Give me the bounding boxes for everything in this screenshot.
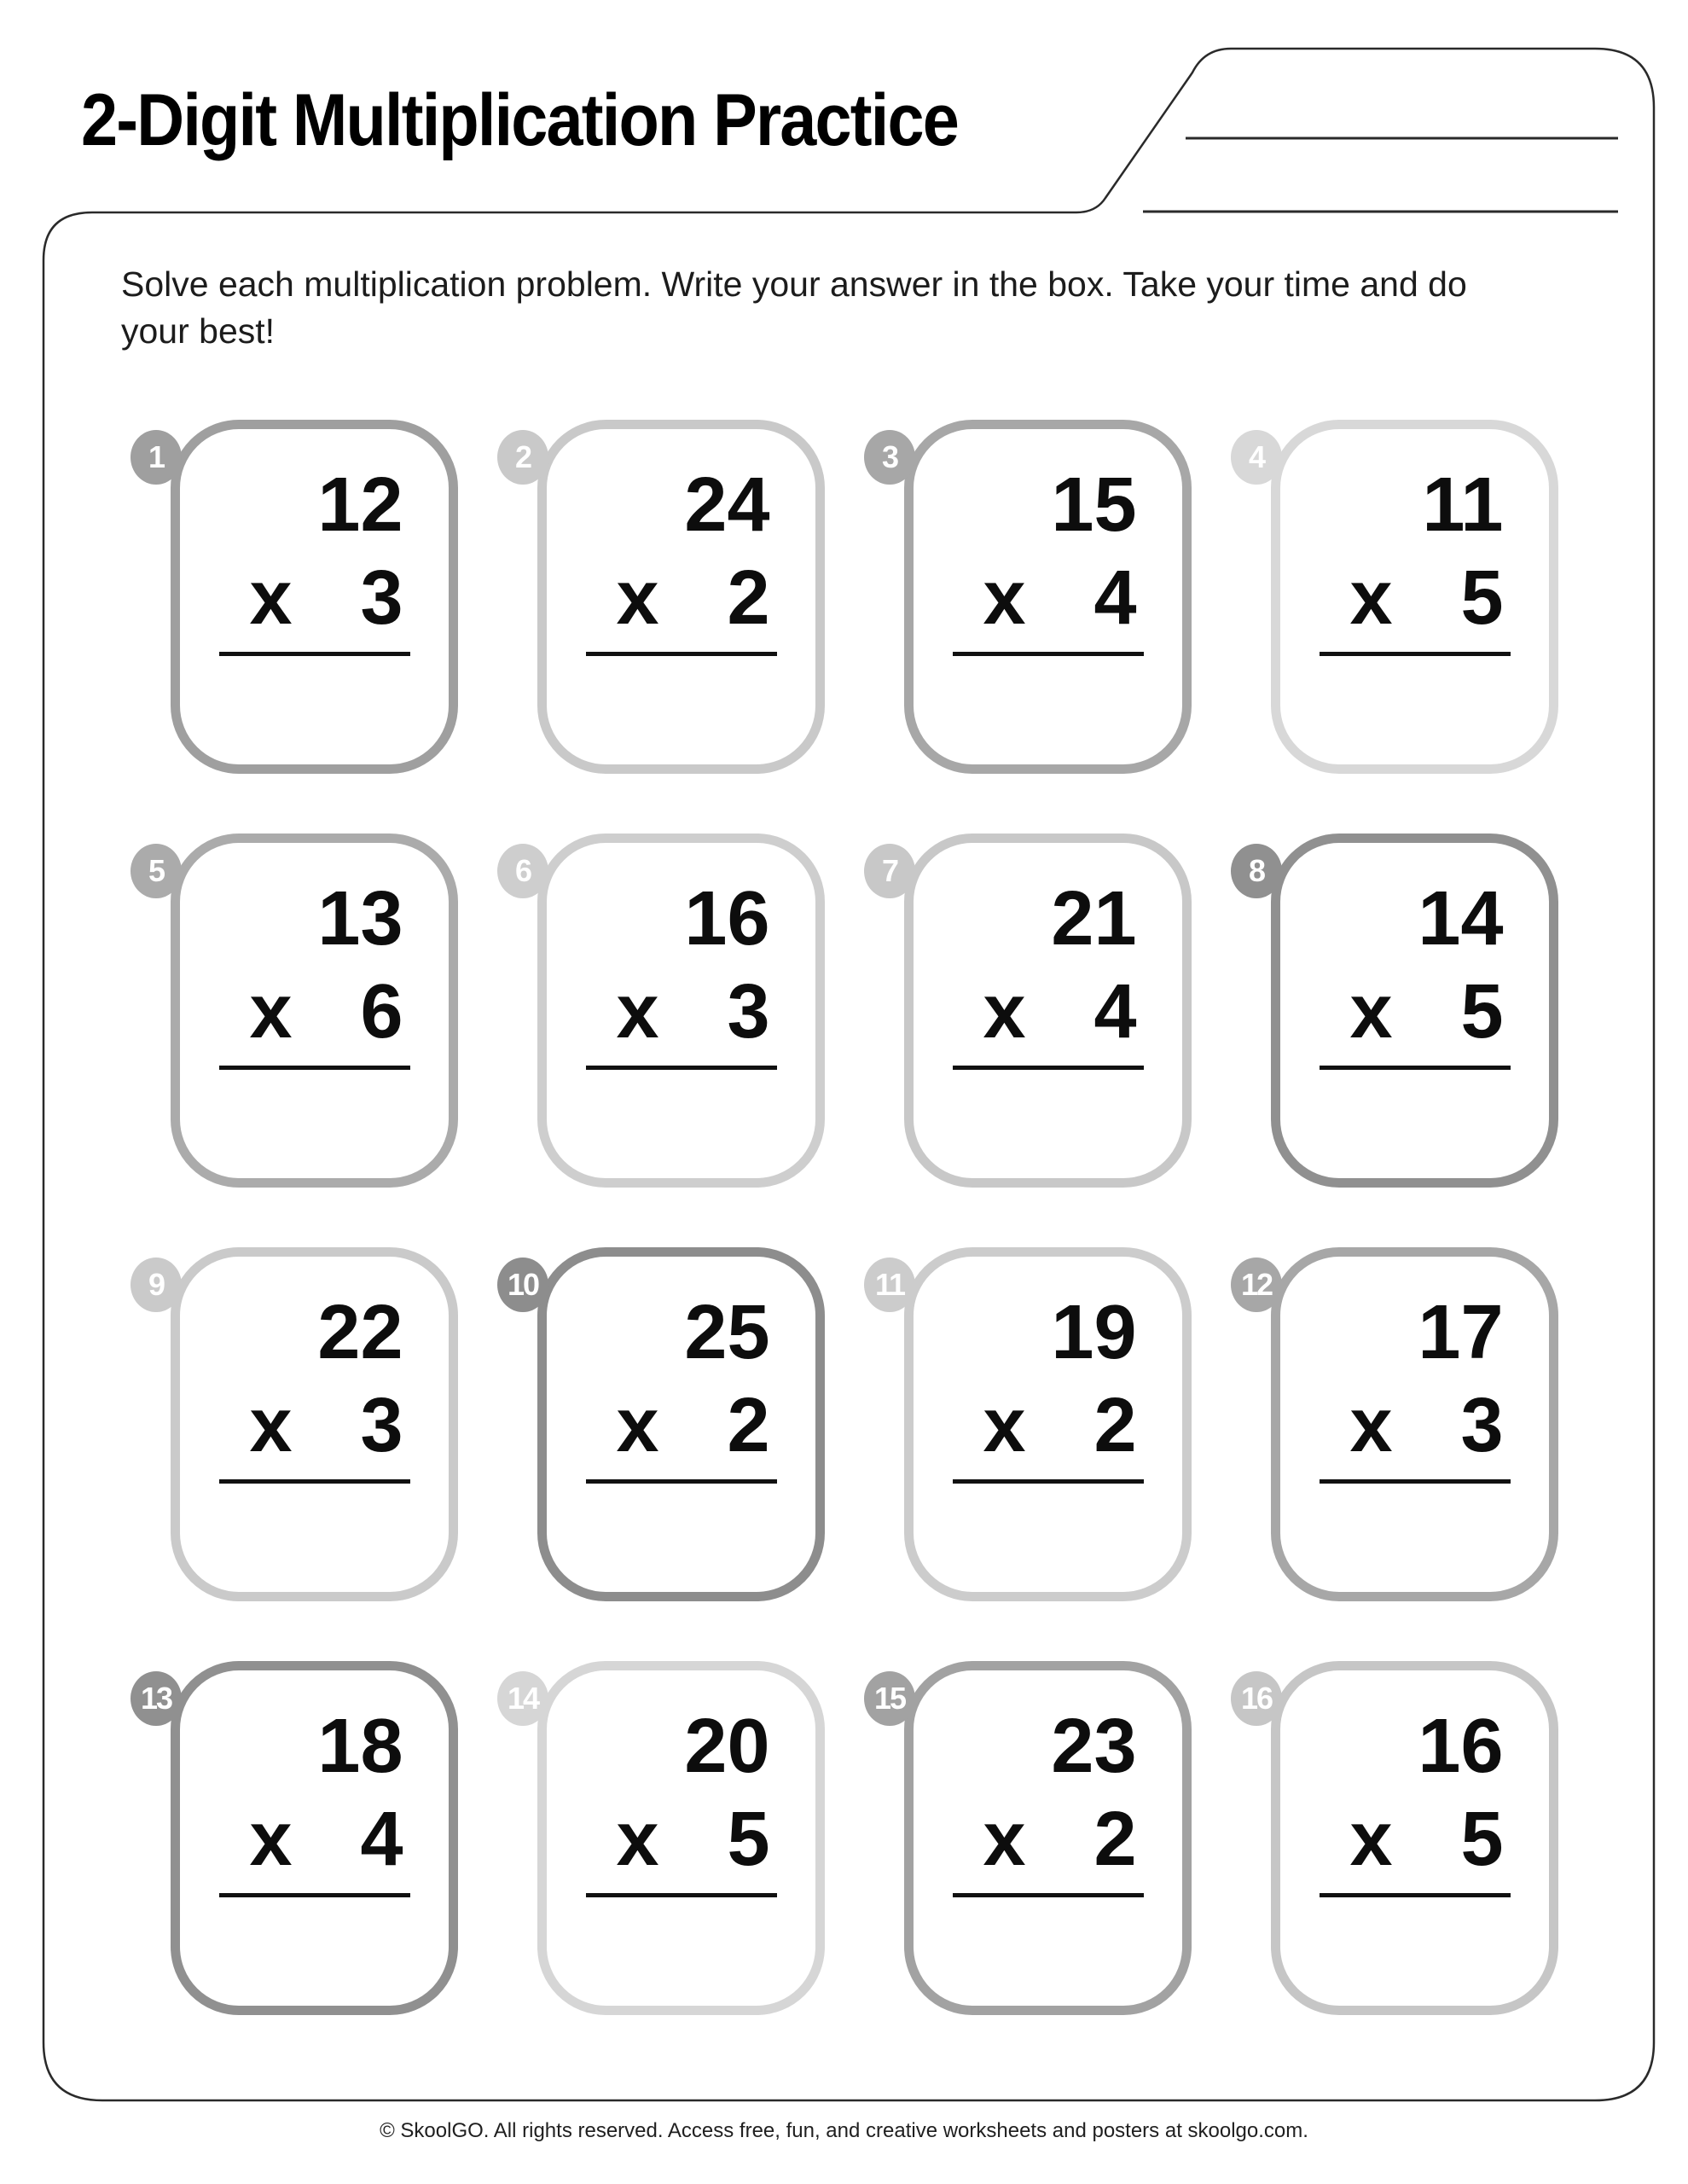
multiplicand: 24: [684, 462, 770, 548]
multiplication-problem: [219, 877, 410, 1070]
problem-card: [881, 420, 1192, 774]
problem-number-badge: 3: [864, 430, 915, 485]
multiplication-problem: [1320, 463, 1511, 656]
footer-credit: © SkoolGO. All rights reserved. Access free, fun, and creative worksheets and posters at skoolgo.com.: [380, 2119, 1308, 2142]
instructions-line1: Solve each multiplication problem. Write your answer in the box. Take your time and do: [121, 264, 1467, 304]
multiplier: 2: [727, 555, 770, 641]
problem-number-badge: 1: [131, 430, 182, 485]
problem-card: [881, 834, 1192, 1188]
problem-card: [873, 1661, 1192, 2015]
multiply-operator: x: [249, 1383, 293, 1468]
problem-card: [1248, 834, 1558, 1188]
multiplier: 4: [1093, 969, 1137, 1054]
multiplier: 5: [1460, 969, 1504, 1054]
multiplier: 5: [1460, 1797, 1504, 1882]
multiplier-row: [586, 1797, 777, 1882]
problem-number-badge: 9: [131, 1258, 182, 1312]
multiplier: 2: [1093, 1797, 1137, 1882]
problem-card: [1248, 420, 1558, 774]
multiplication-problem: [586, 1291, 777, 1484]
multiplicand: 15: [1051, 462, 1137, 548]
multiply-operator: x: [983, 555, 1026, 641]
problem-number-badge: 11: [864, 1258, 915, 1312]
multiplicand: 12: [317, 462, 403, 548]
multiplicand: 17: [1418, 1290, 1504, 1375]
multiplication-problem: [586, 463, 777, 656]
multiplicand: 14: [1418, 876, 1504, 961]
multiplier-row: [219, 1797, 410, 1882]
problem-card: [148, 834, 458, 1188]
multiplicand: 13: [317, 876, 403, 961]
multiplier-row: [1320, 969, 1511, 1054]
multiplicand: 22: [317, 1290, 403, 1375]
multiplier: 2: [727, 1383, 770, 1468]
answer-line[interactable]: [1320, 652, 1511, 656]
problem-number-badge: 4: [1231, 430, 1282, 485]
multiply-operator: x: [1349, 1797, 1393, 1882]
multiply-operator: x: [1349, 969, 1393, 1054]
multiplier-row: [953, 1383, 1144, 1468]
multiplier: 4: [360, 1797, 403, 1882]
multiply-operator: x: [1349, 1383, 1393, 1468]
problem-number-badge: 12: [1231, 1258, 1282, 1312]
problems-grid: [140, 420, 1558, 2015]
problem-card: [514, 834, 825, 1188]
multiplication-problem: [219, 1291, 410, 1484]
problem-number-badge: 2: [497, 430, 548, 485]
problem-number-badge: 15: [864, 1671, 915, 1726]
multiply-operator: x: [616, 555, 659, 641]
multiplicand: 18: [317, 1704, 403, 1789]
multiplication-problem: [1320, 1705, 1511, 1897]
answer-line[interactable]: [219, 1479, 410, 1484]
answer-line[interactable]: [953, 1893, 1144, 1897]
multiplicand: 23: [1051, 1704, 1137, 1789]
multiplier: 5: [727, 1797, 770, 1882]
problem-card: [1240, 1661, 1558, 2015]
multiplicand: 16: [684, 876, 770, 961]
problem-card: [507, 1247, 825, 1601]
multiplier-row: [219, 555, 410, 641]
answer-line[interactable]: [586, 1893, 777, 1897]
multiply-operator: x: [616, 969, 659, 1054]
multiplier: 3: [727, 969, 770, 1054]
multiply-operator: x: [983, 1383, 1026, 1468]
multiply-operator: x: [249, 1797, 293, 1882]
problem-number-badge: 6: [497, 844, 548, 898]
multiplier-row: [219, 1383, 410, 1468]
answer-line[interactable]: [953, 652, 1144, 656]
multiplicand: 11: [1422, 462, 1504, 548]
problem-card: [148, 420, 458, 774]
answer-line[interactable]: [586, 1066, 777, 1070]
problem-number-badge: 8: [1231, 844, 1282, 898]
multiplication-problem: [1320, 877, 1511, 1070]
multiplier-row: [1320, 555, 1511, 641]
multiplier: 4: [1093, 555, 1137, 641]
answer-line[interactable]: [953, 1479, 1144, 1484]
multiply-operator: x: [616, 1383, 659, 1468]
multiplicand: 20: [684, 1704, 770, 1789]
multiplication-problem: [1320, 1291, 1511, 1484]
multiply-operator: x: [616, 1797, 659, 1882]
multiplicand: 25: [684, 1290, 770, 1375]
multiplication-problem: [219, 1705, 410, 1897]
answer-line[interactable]: [1320, 1479, 1511, 1484]
multiplication-problem: [953, 1291, 1144, 1484]
problem-card: [874, 1247, 1192, 1601]
multiplication-problem: [586, 877, 777, 1070]
answer-line[interactable]: [1320, 1893, 1511, 1897]
answer-line[interactable]: [586, 1479, 777, 1484]
multiplier-row: [219, 969, 410, 1054]
multiply-operator: x: [249, 969, 293, 1054]
problem-card: [1240, 1247, 1558, 1601]
multiplier-row: [953, 969, 1144, 1054]
multiplication-problem: [586, 1705, 777, 1897]
multiplication-problem: [953, 877, 1144, 1070]
multiplier: 3: [1460, 1383, 1504, 1468]
problem-card: [507, 1661, 825, 2015]
multiplication-problem: [219, 463, 410, 656]
worksheet-title: 2-Digit Multiplication Practice: [81, 79, 958, 161]
problem-number-badge: 14: [497, 1671, 548, 1726]
problem-number-badge: 5: [131, 844, 182, 898]
multiplicand: 16: [1418, 1704, 1504, 1789]
instructions: [121, 261, 1467, 355]
multiply-operator: x: [983, 1797, 1026, 1882]
instructions-line2: your best!: [121, 311, 276, 351]
problem-card: [514, 420, 825, 774]
problem-card: [140, 1661, 458, 2015]
multiplier-row: [586, 969, 777, 1054]
answer-line[interactable]: [219, 1066, 410, 1070]
multiplier-row: [1320, 1797, 1511, 1882]
problem-number-badge: 7: [864, 844, 915, 898]
multiplier-row: [586, 1383, 777, 1468]
answer-line[interactable]: [1320, 1066, 1511, 1070]
multiplier-row: [953, 1797, 1144, 1882]
multiply-operator: x: [983, 969, 1026, 1054]
problem-number-badge: 16: [1231, 1671, 1282, 1726]
answer-line[interactable]: [219, 1893, 410, 1897]
multiplier: 3: [360, 1383, 403, 1468]
multiply-operator: x: [249, 555, 293, 641]
problem-number-badge: 10: [497, 1258, 548, 1312]
problem-card: [148, 1247, 458, 1601]
multiplication-problem: [953, 1705, 1144, 1897]
answer-line[interactable]: [219, 652, 410, 656]
multiply-operator: x: [1349, 555, 1393, 641]
multiplier: 5: [1460, 555, 1504, 641]
answer-line[interactable]: [586, 652, 777, 656]
multiplier: 6: [360, 969, 403, 1054]
multiplicand: 19: [1051, 1290, 1137, 1375]
multiplier: 3: [360, 555, 403, 641]
multiplicand: 21: [1051, 876, 1137, 961]
multiplier-row: [586, 555, 777, 641]
answer-line[interactable]: [953, 1066, 1144, 1070]
multiplication-problem: [953, 463, 1144, 656]
multiplier-row: [953, 555, 1144, 641]
multiplier: 2: [1093, 1383, 1137, 1468]
problem-number-badge: 13: [131, 1671, 182, 1726]
multiplier-row: [1320, 1383, 1511, 1468]
